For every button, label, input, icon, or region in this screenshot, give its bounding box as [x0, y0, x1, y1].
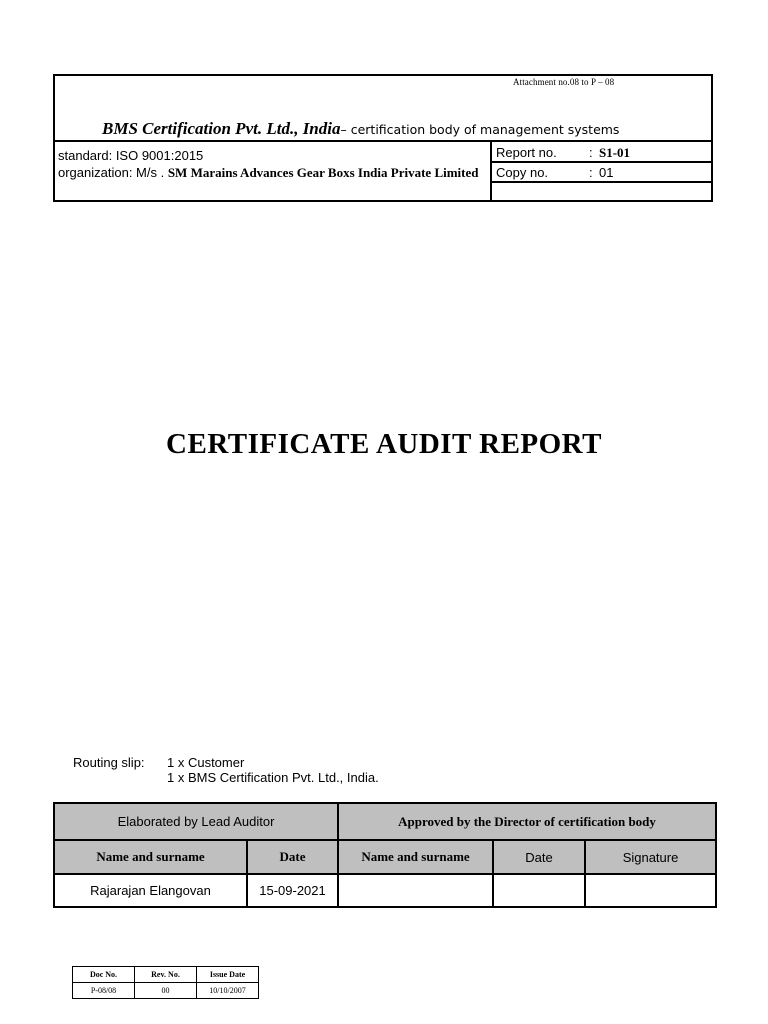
doc-control-table — [72, 966, 259, 999]
doc-no-header: Doc No. — [73, 967, 135, 983]
routing-slip-line: 1 x BMS Certification Pvt. Ltd., India. — [167, 770, 379, 785]
company-description: – certification body of management systems — [340, 122, 620, 137]
organization-label: organization: M/s . — [58, 165, 168, 180]
issue-date-value: 10/10/2007 — [197, 983, 259, 999]
report-no-value: S1-01 — [599, 145, 631, 160]
attachment-reference: Attachment no.08 to P – 08 — [513, 77, 615, 87]
copy-no-value: 01 — [599, 165, 614, 180]
copy-no-colon: : — [589, 165, 593, 180]
doc-no-value: P-08/08 — [73, 983, 135, 999]
header-divider — [53, 140, 713, 142]
report-no-colon: : — [589, 145, 593, 160]
company-name: BMS Certification Pvt. Ltd., India — [102, 119, 341, 138]
signature-header: Signature — [585, 840, 716, 874]
auditor-date: 15-09-2021 — [247, 874, 338, 907]
director-date-cell — [493, 874, 585, 907]
auditor-name: Rajarajan Elangovan — [54, 874, 247, 907]
director-name-cell — [338, 874, 493, 907]
copy-no-label: Copy no. — [496, 165, 549, 180]
name-surname-header: Name and surname — [54, 840, 247, 874]
header-vertical-divider — [490, 140, 492, 202]
standard-text: standard: ISO 9001:2015 — [58, 148, 204, 163]
organization-name: SM Marains Advances Gear Boxs India Private Limited — [167, 165, 479, 180]
header-row-divider — [490, 161, 713, 163]
approved-by-header: Approved by the Director of certification body — [338, 803, 716, 840]
routing-slip-line: 1 x Customer — [167, 755, 245, 770]
director-signature-cell — [585, 874, 716, 907]
date-header: Date — [493, 840, 585, 874]
name-surname-header: Name and surname — [338, 840, 493, 874]
routing-slip-label: Routing slip: — [73, 755, 145, 770]
document-title: CERTIFICATE AUDIT REPORT — [166, 428, 602, 460]
issue-date-header: Issue Date — [197, 967, 259, 983]
rev-no-header: Rev. No. — [135, 967, 197, 983]
elaborated-by-header: Elaborated by Lead Auditor — [54, 803, 338, 840]
header-row-divider — [490, 181, 713, 183]
rev-no-value: 00 — [135, 983, 197, 999]
organization-text — [58, 164, 490, 181]
date-header: Date — [247, 840, 338, 874]
report-no-label: Report no. — [496, 145, 557, 160]
company-line — [102, 119, 619, 139]
approval-table — [53, 802, 717, 908]
